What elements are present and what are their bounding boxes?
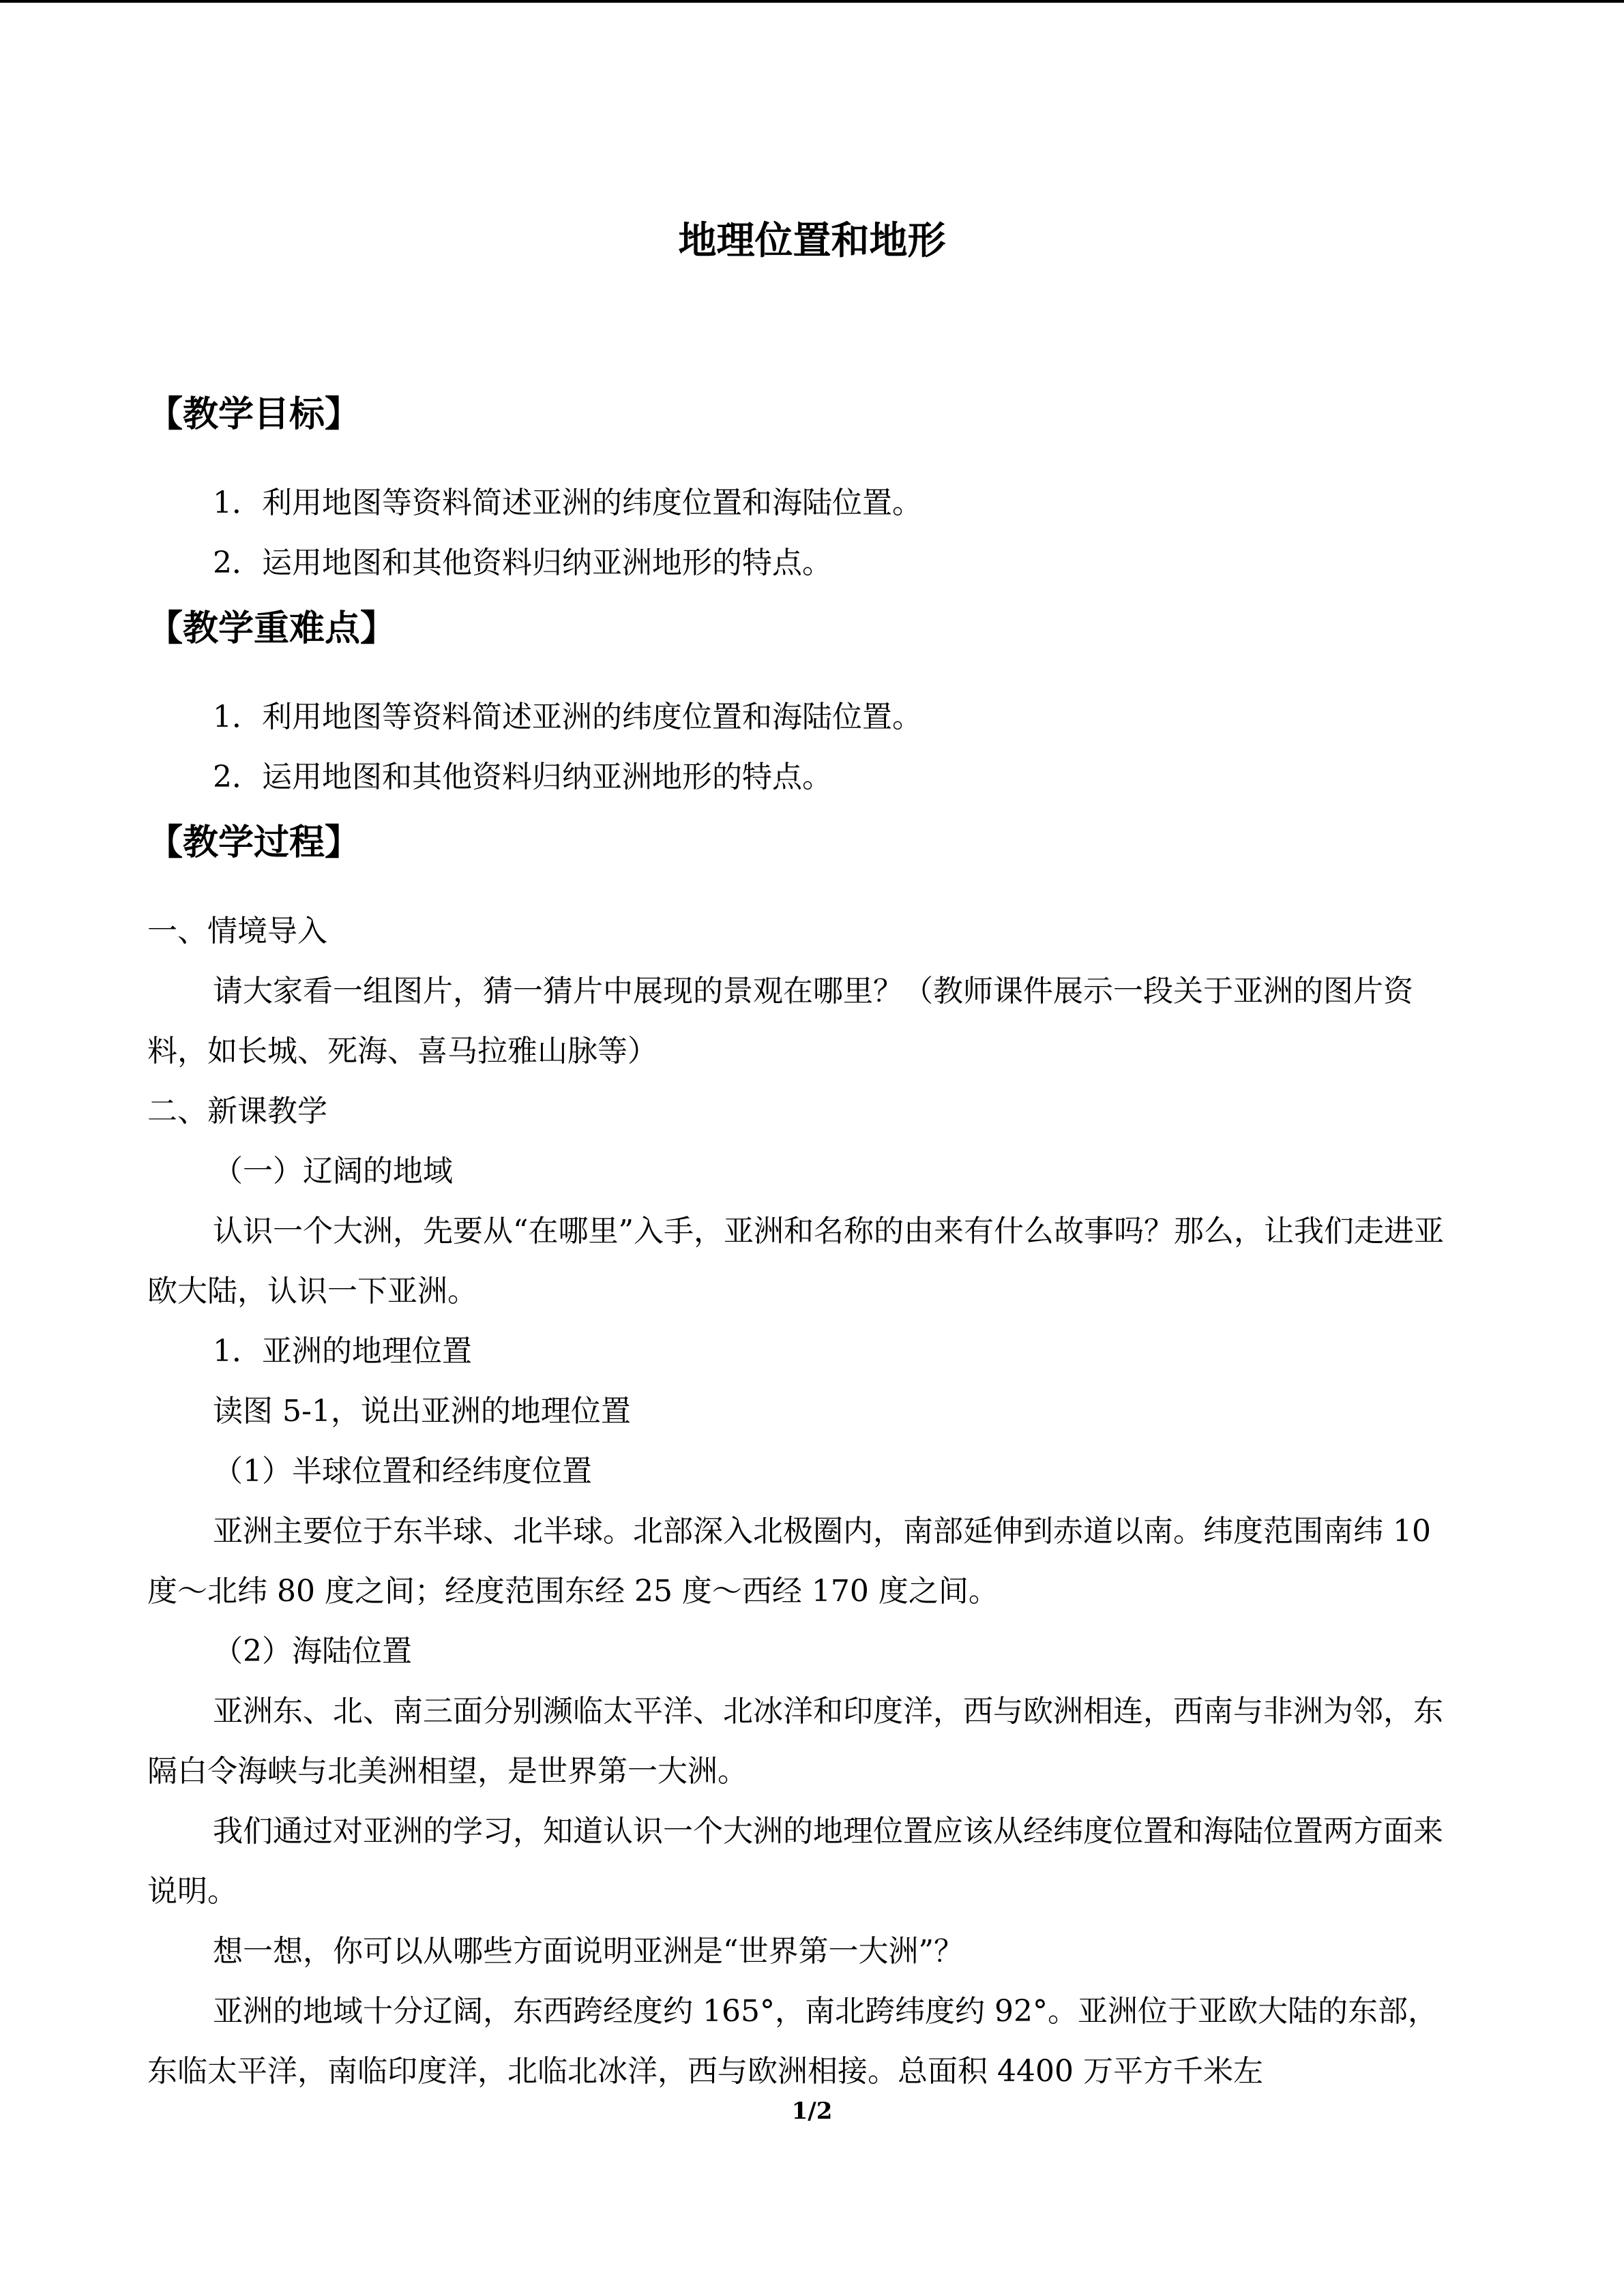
document-body [147, 386, 1457, 2102]
answer-paragraph: 亚洲的地域十分辽阔，东西跨经度约 165°，南北跨纬度约 92°。亚洲位于亚欧大陆的东部，东临太平洋，南临印度洋，北临北冰洋，西与欧洲相接。总面积 4400 万平方千米左 [147, 1994, 1438, 2089]
item-paragraph: 亚洲主要位于东半球、北半球。北部深入北极圈内，南部延伸到赤道以南。纬度范围南纬 10 度～北纬 80 度之间；经度范围东经 25 度～西经 170 度之间。 [147, 1514, 1431, 1609]
item-heading: （1）半球位置和经纬度位置 [213, 1454, 592, 1489]
top-border-line [0, 0, 1624, 3]
item-heading: （2）海陆位置 [213, 1634, 412, 1669]
objectives-heading: 【教学目标】 [147, 393, 361, 435]
document-title: 地理位置和地形 [678, 218, 946, 263]
point-heading: 1．亚洲的地理位置 [213, 1334, 472, 1369]
objective-item: 1．利用地图等资料简述亚洲的纬度位置和海陆位置。 [213, 486, 922, 520]
key-point-item: 2．运用地图和其他资料归纳亚洲地形的特点。 [213, 760, 832, 794]
key-point-item: 1．利用地图等资料简述亚洲的纬度位置和海陆位置。 [213, 700, 922, 734]
item-paragraph: 亚洲东、北、南三面分别濒临太平洋、北冰洋和印度洋，西与欧洲相连，西南与非洲为邻，东隔白令海峡与北美洲相望，是世界第一大洲。 [147, 1694, 1443, 1789]
question-paragraph: 想一想，你可以从哪些方面说明亚洲是“世界第一大洲”？ [213, 1934, 964, 1969]
point-paragraph: 读图 5-1，说出亚洲的地理位置 [213, 1394, 631, 1429]
process-heading: 【教学过程】 [147, 822, 361, 863]
new-lesson-heading: 二、新课教学 [147, 1094, 327, 1129]
subsection-paragraph: 认识一个大洲，先要从“在哪里”入手，亚洲和名称的由来有什么故事吗？那么，让我们走进亚欧大陆，认识一下亚洲。 [147, 1214, 1444, 1309]
intro-heading: 一、情境导入 [147, 914, 327, 949]
objective-item: 2．运用地图和其他资料归纳亚洲地形的特点。 [213, 546, 832, 580]
summary-paragraph: 我们通过对亚洲的学习，知道认识一个大洲的地理位置应该从经纬度位置和海陆位置两方面来说明。 [147, 1814, 1443, 1909]
page-number: 1/2 [791, 2098, 833, 2125]
intro-paragraph: 请大家看一组图片，猜一猜片中展现的景观在哪里？（教师课件展示一段关于亚洲的图片资料，如长城、死海、喜马拉雅山脉等） [147, 974, 1413, 1069]
key-points-heading: 【教学重难点】 [147, 608, 396, 649]
subsection-heading: （一）辽阔的地域 [213, 1154, 453, 1189]
